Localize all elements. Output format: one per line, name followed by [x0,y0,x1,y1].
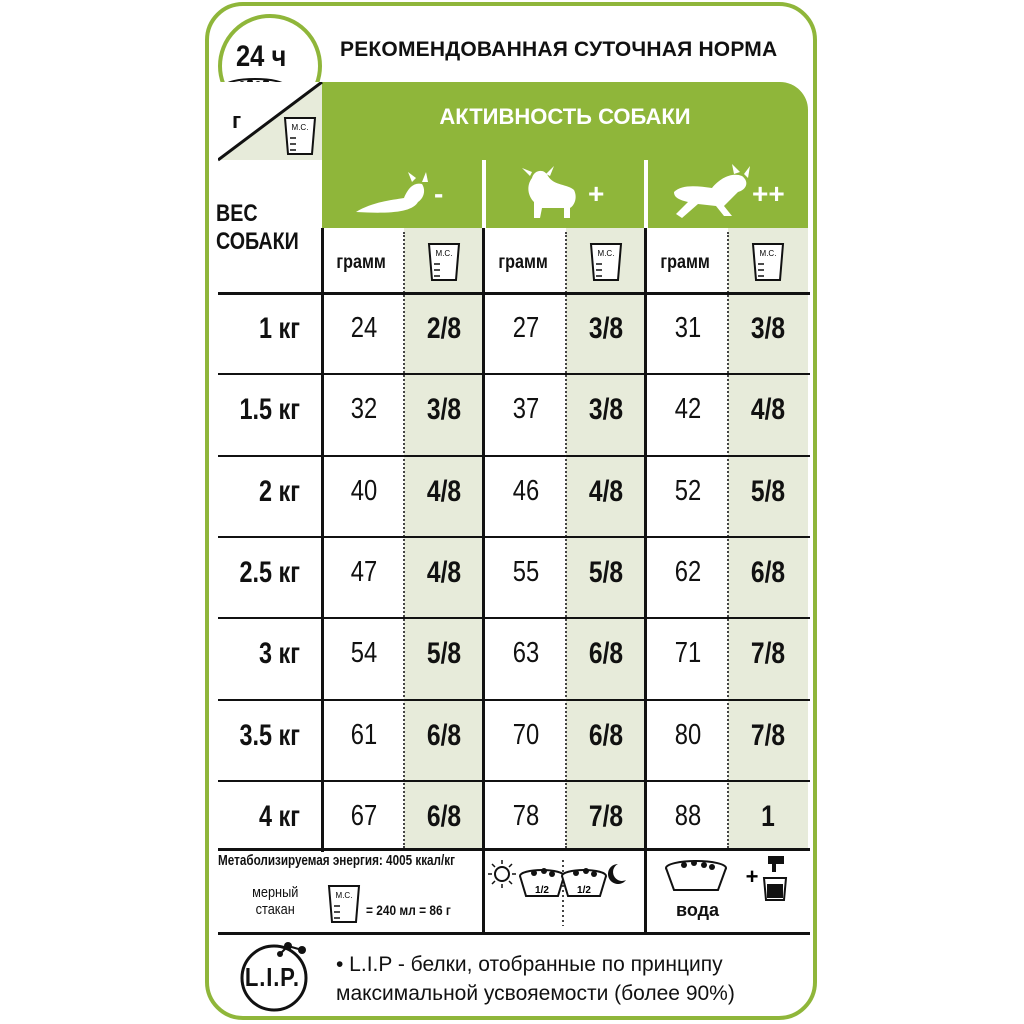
activity-low-sign: - [434,178,444,209]
cups-cell: 4/8 [426,474,462,508]
svg-text:+: + [745,864,759,889]
row-weight: 2 кг [259,474,300,508]
grams-cell: 78 [512,799,540,832]
table-dotline [727,232,729,848]
cups-cell: 6/8 [588,637,624,671]
grams-cell: 32 [350,393,378,426]
gram-subheader: грамм [660,252,710,273]
row-divider [218,536,810,538]
measuring-cup-name [252,884,298,918]
row-weight: 2.5 кг [239,555,300,589]
svg-text:М.С.: М.С. [435,249,453,258]
grams-cell: 62 [674,555,702,588]
footer-vline [482,848,485,934]
dog-weight-label [216,200,299,256]
metabolizable-energy: Метаболизируемая энергия: 4005 ккал/кг [218,852,455,869]
cups-cell: 6/8 [588,718,624,752]
grams-cell: 46 [512,474,540,507]
grams-cell: 27 [512,312,540,344]
grams-cell: 88 [674,799,702,832]
table-dotline [403,232,405,848]
row-divider [218,699,810,701]
grams-cell: 80 [674,718,702,751]
page-title: РЕКОМЕНДОВАННАЯ СУТОЧНАЯ НОРМА [340,38,778,61]
weight-label-line-1: ВЕС [216,200,258,227]
twice-daily-feeding-icon [488,856,638,928]
cups-cell: 6/8 [426,718,462,752]
measuring-cup-icon [426,240,462,282]
footer-divider [218,932,810,935]
row-divider [218,455,810,457]
footer-vline [644,848,647,934]
row-divider [218,617,810,619]
lip-description-line-2: максимальной усвояемости (более 90%) [336,982,735,1005]
row-divider [218,373,810,375]
lying-dog-icon [352,168,432,218]
row-divider [218,780,810,782]
table-vline [321,228,324,852]
cups-cell: 3/8 [588,393,624,427]
measuring-cup-icon [326,882,362,924]
measuring-cup-icon [282,114,318,156]
gram-subheader: грамм [498,252,548,273]
grams-cell: 42 [674,393,702,426]
grams-cell: 61 [350,718,378,751]
cups-cell: 6/8 [426,799,462,833]
grams-cell: 40 [350,474,378,507]
cup-name-line-2: стакан [255,901,295,918]
lip-description [336,950,735,1008]
activity-medium-sign: + [588,178,605,209]
grams-cell: 54 [350,637,378,670]
row-weight: 1.5 кг [239,393,300,427]
cups-cell: 1 [761,799,775,833]
cups-cell: 7/8 [750,718,786,752]
running-dog-icon [668,162,754,222]
measuring-cup-icon [750,240,786,282]
cups-cell: 3/8 [426,393,462,427]
cups-cell: 4/8 [750,393,786,427]
svg-text:1/2: 1/2 [535,885,549,896]
grams-cell: 55 [512,555,540,588]
table-dotline [565,232,567,848]
lip-description-line-1: • L.I.P - белки, отобранные по принципу [336,953,723,976]
cups-cell: 3/8 [750,312,786,345]
grams-cell: 47 [350,555,378,588]
grams-cell: 52 [674,474,702,507]
food-and-water-icon [660,854,800,902]
activity-divider [482,160,486,228]
measuring-cup-icon [588,240,624,282]
water-label: вода [676,900,720,920]
grams-cell: 31 [674,312,702,344]
svg-text:М.С.: М.С. [597,249,615,258]
cups-cell: 5/8 [588,555,624,589]
cups-cell: 2/8 [426,312,462,345]
table-vline [482,228,485,852]
grams-cell: 67 [350,799,378,832]
activity-title: АКТИВНОСТЬ СОБАКИ [439,104,691,129]
cups-cell: 7/8 [588,799,624,833]
row-weight: 3 кг [259,637,300,671]
cup-name-line-1: мерный [252,884,299,901]
grams-cell: 37 [512,393,540,426]
svg-text:М.С.: М.С. [759,249,777,258]
row-divider [218,292,810,295]
weight-label-line-2: СОБАКИ [216,228,299,255]
cups-cell: 7/8 [750,637,786,671]
cup-label: М.С. [291,123,309,132]
grams-cell: 70 [512,718,540,751]
grams-cell: 63 [512,637,540,670]
footer-divider [218,848,810,851]
cups-cell: 5/8 [426,637,462,671]
cups-cell: 5/8 [750,474,786,508]
lip-logo-text: L.I.P. [244,962,300,992]
standing-dog-icon [518,166,582,220]
grams-cell: 24 [350,312,378,344]
cups-cell: 3/8 [588,312,624,345]
cups-cell: 4/8 [588,474,624,508]
activity-divider [644,160,648,228]
row-weight: 4 кг [259,799,300,833]
svg-text:1/2: 1/2 [577,885,591,896]
cup-equivalence: = 240 мл = 86 г [366,902,451,918]
gram-unit-label: г [232,108,242,133]
cups-cell: 4/8 [426,555,462,589]
row-weight: 3.5 кг [239,718,300,752]
gram-subheader: грамм [336,252,386,273]
grams-cell: 71 [674,637,702,670]
clock-time: 24 ч [236,40,287,73]
table-vline [644,228,647,852]
activity-high-sign: ++ [752,178,785,209]
cups-cell: 6/8 [750,555,786,589]
svg-text:М.С.: М.С. [335,891,353,900]
row-weight: 1 кг [259,312,300,345]
